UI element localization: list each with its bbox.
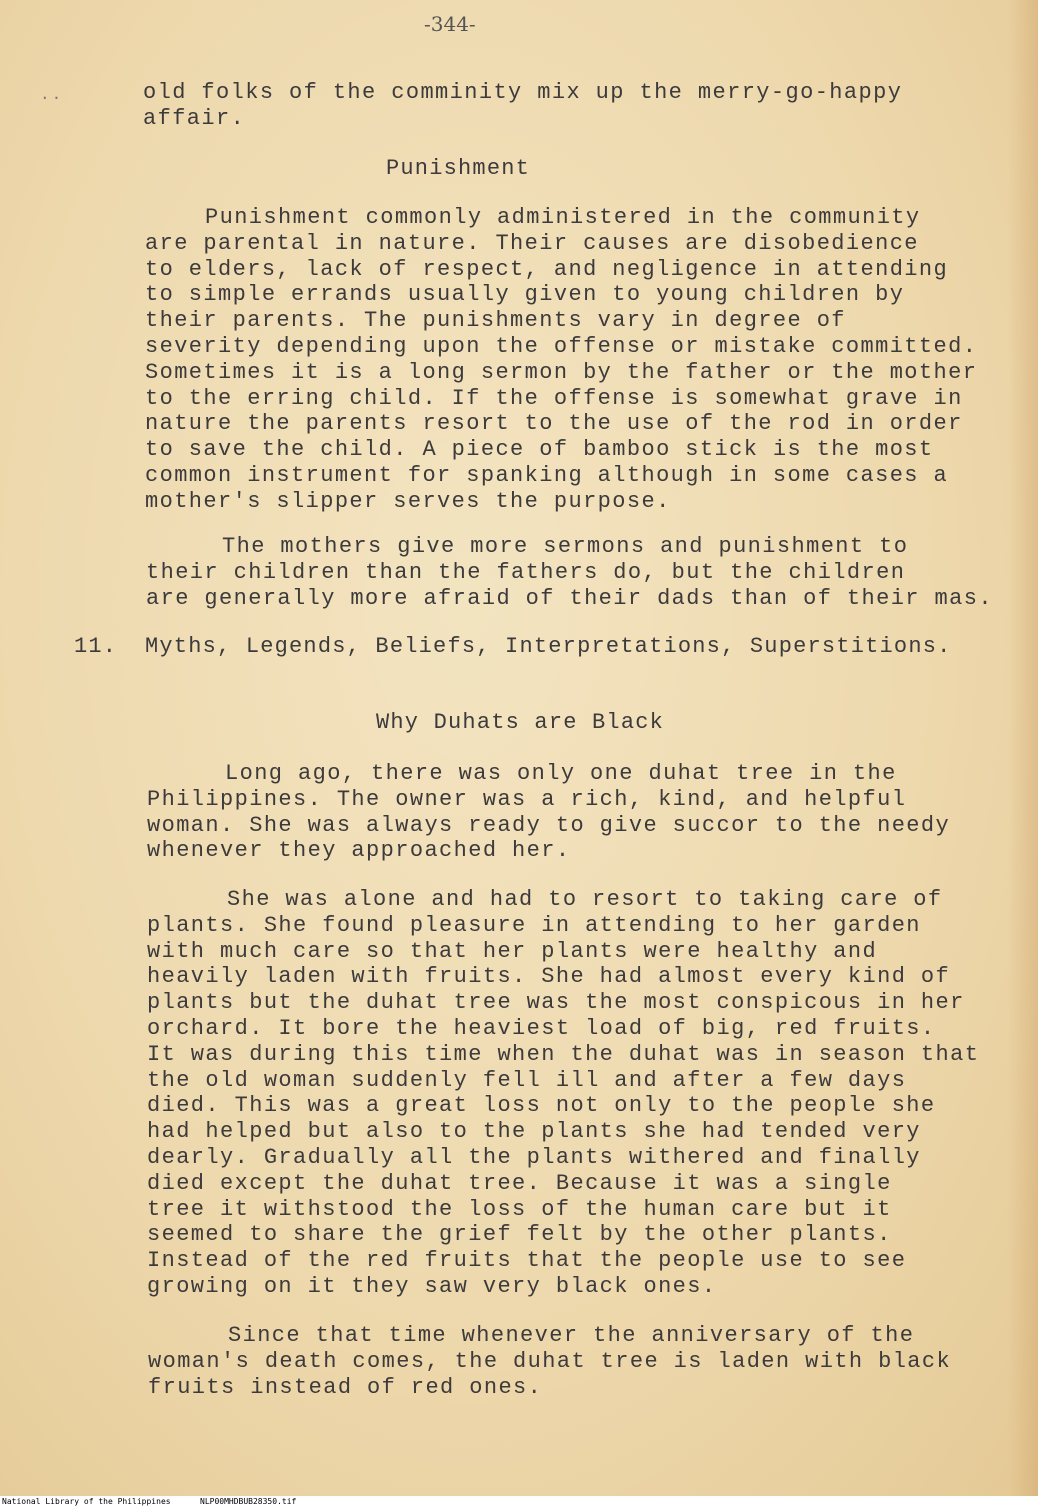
text-line: had helped but also to the plants she had tended very xyxy=(147,1119,921,1145)
text-line: died. This was a great loss not only to the people she xyxy=(147,1093,936,1119)
section-heading-punishment: Punishment xyxy=(386,156,531,181)
text-line: Punishment commonly administered in the community xyxy=(205,205,921,230)
section-number: 11. xyxy=(74,634,118,659)
text-line: to simple errands usually given to young children by xyxy=(145,282,905,308)
text-line: woman. She was always ready to give succor to the needy xyxy=(147,812,951,838)
text-line: old folks of the comminity mix up the merry-go-happy xyxy=(143,80,903,105)
section-title-myths: Myths, Legends, Beliefs, Interpretations, Superstitions. xyxy=(145,634,952,659)
text-line: tree it withstood the loss of the human care but it xyxy=(147,1196,892,1222)
continuation-paragraph xyxy=(143,80,902,132)
page-number: -344- xyxy=(424,12,476,36)
text-line: Philippines. The owner was a rich, kind, and helpful xyxy=(147,786,907,812)
text-line: plants but the duhat tree was the most conspicous in her xyxy=(147,990,965,1016)
text-line: She was alone and had to resort to taking care of xyxy=(227,887,943,912)
text-line: died except the duhat tree. Because it was a single xyxy=(147,1170,892,1196)
text-line: to the erring child. If the offense is somewhat grave in xyxy=(145,385,963,411)
text-line: to elders, lack of respect, and negligence in attending xyxy=(145,256,949,282)
footer-filename: NLP00MHDBUB28350.tif xyxy=(200,1497,297,1506)
text-line: nature the parents resort to the use of the rod in order xyxy=(145,411,963,437)
text-line: Instead of the red fruits that the people use to see xyxy=(147,1248,907,1274)
text-line: orchard. It bore the heaviest load of big, red fruits. xyxy=(147,1015,936,1041)
punishment-paragraph-1 xyxy=(145,205,977,515)
scan-footer xyxy=(0,1496,1038,1508)
text-line: It was during this time when the duhat was in season that xyxy=(147,1041,980,1067)
story-paragraph-3 xyxy=(148,1323,951,1400)
text-line: severity depending upon the offense or mistake committed. xyxy=(145,333,978,359)
text-line: plants. She found pleasure in attending to her garden xyxy=(147,912,921,938)
text-line: fruits instead of red ones. xyxy=(148,1374,543,1400)
text-line: to save the child. A piece of bamboo stick is the most xyxy=(145,437,934,463)
text-line: common instrument for spanking although in some cases a xyxy=(145,462,949,488)
text-line: whenever they approached her. xyxy=(147,838,571,864)
text-line: Since that time whenever the anniversary of the xyxy=(228,1323,915,1348)
story-heading: Why Duhats are Black xyxy=(376,710,665,735)
text-line: seemed to share the grief felt by the other plants. xyxy=(147,1222,892,1248)
text-line: the old woman suddenly fell ill and after a few days xyxy=(147,1067,907,1093)
text-line: mother's slipper serves the purpose. xyxy=(145,488,671,514)
footer-institution: National Library of the Philippines xyxy=(2,1497,171,1506)
punishment-paragraph-2 xyxy=(146,534,993,611)
text-line: Long ago, there was only one duhat tree in the xyxy=(225,761,897,786)
text-line: dearly. Gradually all the plants withered and finally xyxy=(147,1144,921,1170)
text-line: their children than the fathers do, but the children xyxy=(146,559,906,585)
text-line: affair. xyxy=(143,105,246,131)
story-paragraph-1 xyxy=(147,761,950,864)
text-line: growing on it they saw very black ones. xyxy=(147,1273,717,1299)
text-line: are parental in nature. Their causes are disobedience xyxy=(145,230,919,256)
text-line: heavily laden with fruits. She had almost every kind of xyxy=(147,964,951,990)
text-line: are generally more afraid of their dads than of their mas. xyxy=(146,585,993,611)
text-line: Sometimes it is a long sermon by the father or the mother xyxy=(145,359,978,385)
text-line: The mothers give more sermons and punishment to xyxy=(222,534,909,559)
margin-mark: .. xyxy=(40,86,64,104)
story-paragraph-2 xyxy=(147,887,979,1300)
text-line: with much care so that her plants were healthy and xyxy=(147,938,878,964)
text-line: woman's death comes, the duhat tree is laden with black xyxy=(148,1348,952,1374)
text-line: their parents. The punishments vary in degree of xyxy=(145,308,846,334)
